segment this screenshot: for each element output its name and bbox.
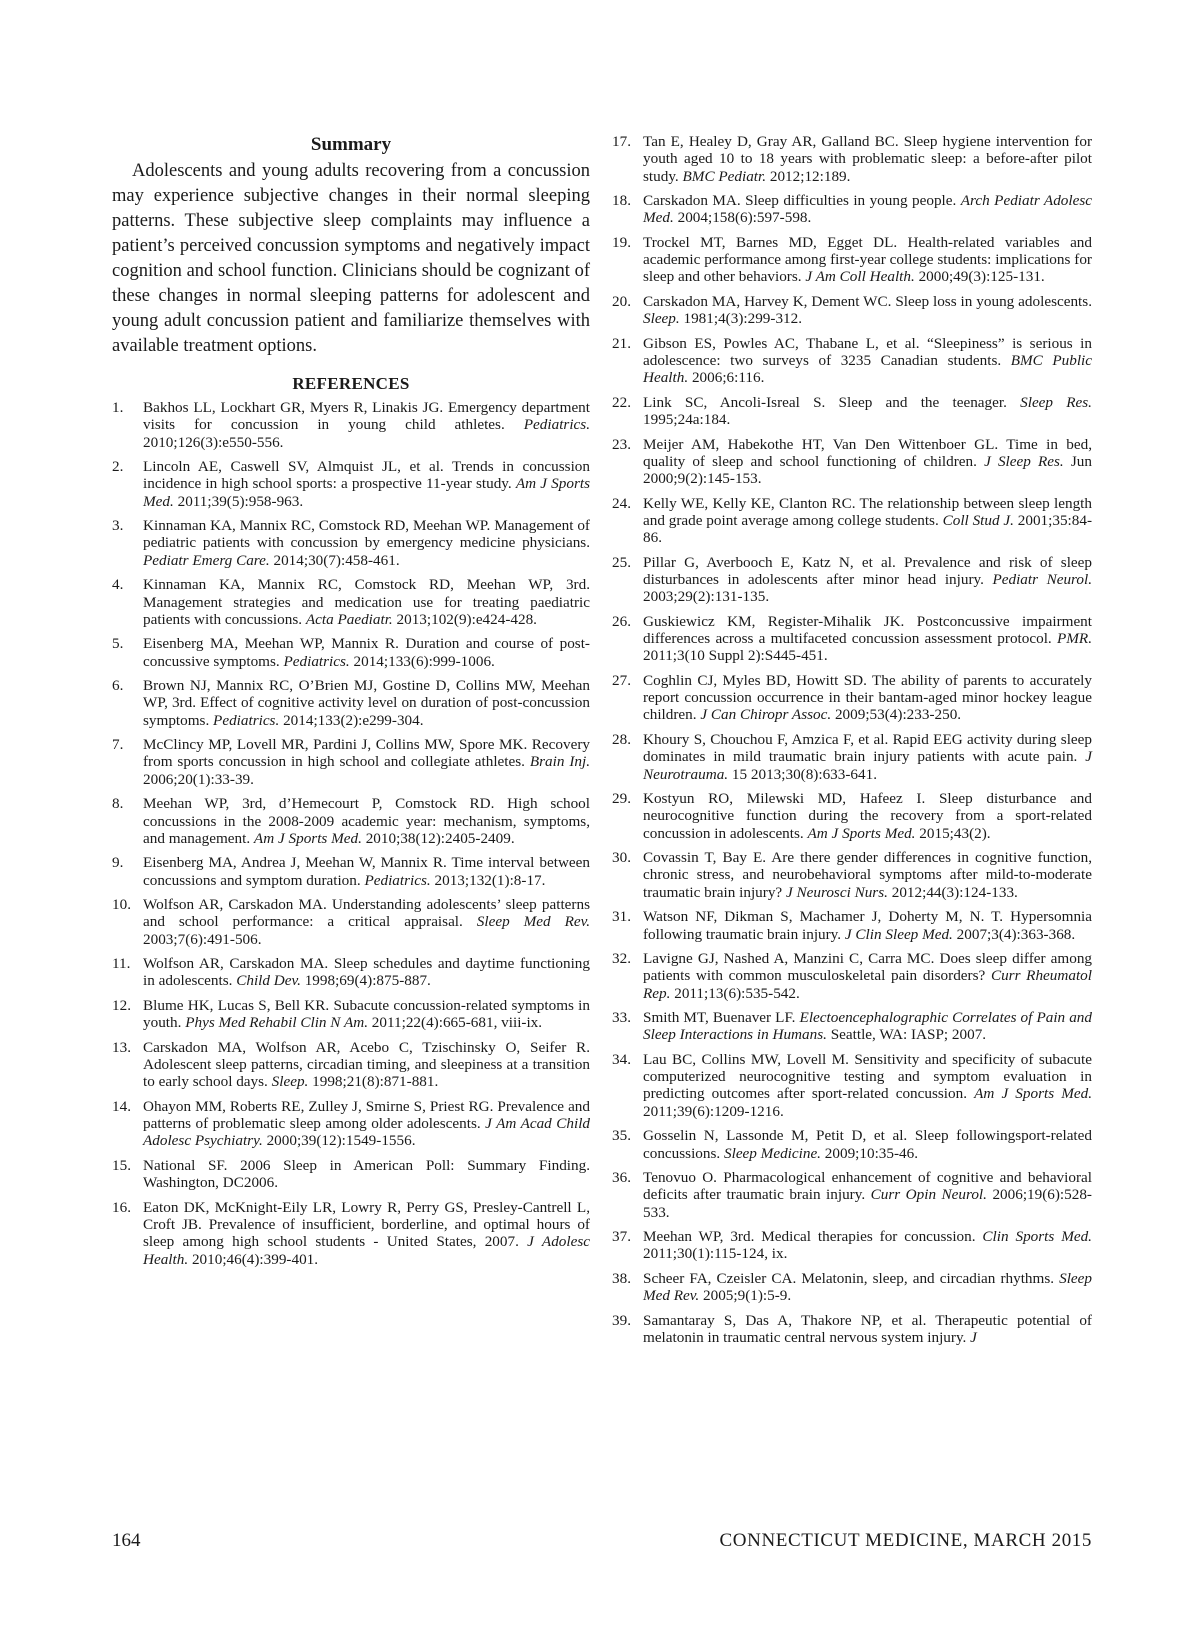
- reference-item: [612, 495, 1092, 547]
- reference-text: Meehan WP, 3rd, d’Hemecourt P, Comstock RD. High school concussions in the 2008-2009 academic year: mechanism, symptoms, and management.: [143, 795, 590, 847]
- reference-item: [612, 1270, 1092, 1305]
- reference-journal: Am J Sports Med.: [807, 824, 916, 842]
- reference-text: Meijer AM, Habekothe HT, Van Den Wittenboer GL. Time in bed, quality of sleep and school functioning of children.: [643, 435, 1092, 470]
- reference-citation: 2004;158(6):597-598.: [673, 209, 812, 227]
- reference-citation: 2006;19(6):528-533.: [643, 1186, 1092, 1221]
- reference-item: [612, 192, 1092, 227]
- reference-text: Samantaray S, Das A, Thakore NP, et al. Therapeutic potential of melatonin in traumatic central nervous system injury.: [643, 1311, 1092, 1346]
- reference-text: Eisenberg MA, Andrea J, Meehan W, Mannix R. Time interval between concussions and symptom duration.: [143, 854, 590, 889]
- reference-item: [112, 795, 590, 847]
- reference-citation: 1995;24a:184.: [643, 411, 731, 429]
- reference-number: 8.: [112, 795, 124, 813]
- reference-item: [112, 896, 590, 948]
- reference-text: National SF. 2006 Sleep in American Poll: Summary Finding. Washington, DC2006.: [143, 1156, 590, 1192]
- reference-text: Blume HK, Lucas S, Bell KR. Subacute concussion-related symptoms in youth.: [143, 996, 590, 1032]
- reference-number: 20.: [612, 292, 631, 310]
- reference-number: 13.: [112, 1038, 131, 1056]
- reference-citation: 2012;44(3):124-133.: [887, 883, 1018, 901]
- reference-item: [112, 854, 590, 889]
- reference-number: 26.: [612, 612, 631, 630]
- reference-text: Tenovuo O. Pharmacological enhancement of cognitive and behavioral deficits after traumatic brain injury.: [643, 1169, 1092, 1204]
- reference-citation: 2013;102(9):e424-428.: [392, 610, 537, 628]
- references-heading: REFERENCES: [292, 374, 410, 393]
- reference-journal: J Adolesc Health.: [143, 1233, 590, 1268]
- reference-citation: 2007;3(4):363-368.: [952, 925, 1076, 943]
- reference-list-right: [612, 133, 1092, 1346]
- reference-number: 30.: [612, 849, 631, 867]
- reference-number: 38.: [612, 1269, 631, 1287]
- reference-number: 14.: [112, 1097, 131, 1115]
- reference-text: Eaton DK, McKnight-Eily LR, Lowry R, Perry GS, Presley-Cantrell L, Croft JB. Prevalence of insufficient, borderline, and optimal hours of sleep among high school students - United States, 2007.: [143, 1198, 590, 1251]
- reference-item: [612, 335, 1092, 387]
- reference-journal: J Am Coll Health.: [805, 268, 915, 286]
- reference-text: Wolfson AR, Carskadon MA. Understanding adolescents’ sleep patterns and school performance: a critical appraisal.: [143, 896, 590, 931]
- reference-number: 31.: [612, 908, 631, 926]
- reference-citation: 2013;132(1):8-17.: [430, 871, 546, 889]
- reference-item: [612, 731, 1092, 783]
- reference-item: [112, 677, 590, 729]
- reference-number: 37.: [612, 1228, 631, 1246]
- summary-paragraph: Adolescents and young adults recovering from a concussion may experience subjective changes in their normal sleeping patterns. These subjective sleep complaints may influence a patient’s perceived concussion symptoms and negatively impact cognition and school function. Clinicians should be cognizant of these changes in normal sleeping patterns for adolescent and young adult concussion patient and familiarize themselves with available treatment options.: [112, 161, 590, 356]
- reference-citation: 2015;43(2).: [915, 824, 991, 842]
- reference-item: [612, 436, 1092, 488]
- reference-journal: Electoencephalographic Correlates of Pain and Sleep Interactions in Humans.: [643, 1009, 1092, 1044]
- reference-item: [612, 613, 1092, 665]
- reference-item: [112, 635, 590, 670]
- reference-item: [112, 399, 590, 451]
- reference-number: 27.: [612, 671, 631, 689]
- reference-citation: 2003;7(6):491-506.: [143, 930, 262, 948]
- reference-citation: 2009;10:35-46.: [820, 1144, 919, 1162]
- reference-citation: 15 2013;30(8):633-641.: [728, 765, 878, 783]
- reference-journal: Clin Sports Med.: [982, 1228, 1092, 1246]
- reference-citation: 1998;69(4):875-887.: [300, 972, 431, 990]
- reference-text: Gosselin N, Lassonde M, Petit D, et al. Sleep followingsport-related concussions.: [643, 1127, 1092, 1162]
- reference-text: Ohayon MM, Roberts RE, Zulley J, Smirne S, Priest RG. Prevalence and patterns of problematic sleep among older adolescents.: [143, 1097, 590, 1133]
- reference-item: [612, 672, 1092, 724]
- reference-text: Watson NF, Dikman S, Machamer J, Doherty M, N. T. Hypersomnia following traumatic brain injury.: [643, 908, 1092, 943]
- reference-number: 22.: [612, 393, 631, 411]
- left-column: [112, 133, 590, 1275]
- reference-number: 29.: [612, 790, 631, 808]
- reference-number: 17.: [612, 133, 631, 150]
- reference-text: Link SC, Ancoli-Isreal S. Sleep and the teenager.: [643, 393, 1021, 411]
- reference-text: Wolfson AR, Carskadon MA. Sleep schedules and daytime functioning in adolescents.: [143, 955, 590, 990]
- reference-item: [612, 1312, 1092, 1347]
- reference-journal: J Neurosci Nurs.: [785, 883, 888, 901]
- reference-journal: J Am Acad Child Adolesc Psychiatry.: [143, 1115, 591, 1150]
- reference-journal: Am J Sports Med.: [253, 829, 362, 847]
- reference-text: Smith MT, Buenaver LF.: [643, 1009, 800, 1027]
- reference-journal: J: [970, 1328, 977, 1346]
- reference-journal: Curr Opin Neurol.: [870, 1186, 987, 1204]
- reference-journal: J Sleep Res.: [984, 452, 1064, 470]
- reference-number: 23.: [612, 435, 631, 453]
- reference-citation: 1981;4(3):299-312.: [679, 310, 803, 328]
- reference-journal: Sleep Med Rev.: [476, 913, 590, 931]
- reference-text: Gibson ES, Powles AC, Thabane L, et al. “Sleepiness” is serious in adolescence: two surveys of 3235 Canadian students.: [643, 334, 1092, 370]
- reference-item: [112, 1098, 590, 1150]
- reference-item: [112, 736, 590, 788]
- reference-text: Tan E, Healey D, Gray AR, Galland BC. Sleep hygiene intervention for youth aged 10 to 18 years with problematic sleep: a before-after pilot study.: [643, 133, 1092, 185]
- reference-journal: Acta Paediatr.: [305, 610, 393, 628]
- reference-citation: 2010;38(12):2405-2409.: [361, 829, 515, 847]
- reference-number: 18.: [612, 192, 631, 210]
- reference-citation: 2011;13(6):535-542.: [670, 984, 800, 1002]
- reference-citation: 1998;21(8):871-881.: [308, 1073, 439, 1091]
- reference-item: [612, 1127, 1092, 1162]
- reference-citation: 2011;39(6):1209-1216.: [643, 1102, 784, 1120]
- reference-item: [612, 234, 1092, 286]
- reference-text: Carskadon MA, Wolfson AR, Acebo C, Tzischinsky O, Seifer R. Adolescent sleep patterns, circadian timing, and sleepiness at a transition to early school days.: [143, 1038, 590, 1091]
- reference-number: 34.: [612, 1050, 631, 1068]
- reference-number: 4.: [112, 576, 124, 594]
- reference-text: Pillar G, Averbooch E, Katz N, et al. Prevalence and risk of sleep disturbances in adolescents after minor head injury.: [643, 553, 1092, 589]
- reference-number: 36.: [612, 1169, 631, 1186]
- reference-item: [112, 458, 590, 510]
- reference-text: Meehan WP, 3rd. Medical therapies for concussion.: [643, 1228, 983, 1246]
- reference-journal: Am J Sports Med.: [974, 1085, 1092, 1103]
- journal-issue-footer: CONNECTICUT MEDICINE, MARCH 2015: [719, 1530, 1092, 1551]
- reference-item: [612, 293, 1092, 328]
- reference-number: 19.: [612, 233, 631, 251]
- reference-item: [612, 394, 1092, 429]
- reference-number: 5.: [112, 635, 124, 653]
- reference-journal: Phys Med Rehabil Clin N Am.: [185, 1014, 368, 1032]
- reference-citation: 2006;20(1):33-39.: [143, 770, 254, 788]
- reference-text: Lavigne GJ, Nashed A, Manzini C, Carra MC. Does sleep differ among patients with common musculoskeletal pain disorders?: [643, 949, 1092, 985]
- reference-item: [112, 955, 590, 990]
- reference-text: Brown NJ, Mannix RC, O’Brien MJ, Gostine D, Collins MW, Meehan WP, 3rd. Effect of cognitive activity level on duration of post-concussion symptoms.: [143, 677, 590, 729]
- reference-item: [612, 1009, 1092, 1044]
- reference-number: 24.: [612, 494, 631, 512]
- reference-number: 33.: [612, 1009, 631, 1027]
- reference-text: Kinnaman KA, Mannix RC, Comstock RD, Meehan WP, 3rd. Management strategies and medication use for treating paediatric patients with concussions.: [143, 576, 590, 628]
- reference-item: [112, 1157, 590, 1192]
- reference-text: Kinnaman KA, Mannix RC, Comstock RD, Meehan WP. Management of pediatric patients with concussion by emergency medicine physicians.: [143, 517, 590, 552]
- reference-number: 2.: [112, 458, 124, 476]
- reference-number: 39.: [612, 1311, 631, 1329]
- reference-journal: BMC Pediatr.: [682, 167, 767, 185]
- reference-journal: Brain Inj.: [529, 753, 591, 771]
- reference-text: Carskadon MA, Harvey K, Dement WC. Sleep loss in young adolescents.: [643, 292, 1092, 310]
- reference-number: 11.: [112, 955, 131, 973]
- reference-number: 28.: [612, 730, 631, 748]
- reference-item: [612, 1228, 1092, 1263]
- reference-text: Carskadon MA. Sleep difficulties in young people.: [643, 192, 961, 210]
- reference-journal: Pediatrics.: [283, 652, 350, 670]
- reference-item: [612, 554, 1092, 606]
- right-column: [612, 133, 1092, 1353]
- reference-item: [612, 950, 1092, 1002]
- reference-item: [612, 849, 1092, 901]
- reference-journal: Sleep Res.: [1020, 393, 1092, 411]
- reference-journal: J Clin Sleep Med.: [844, 925, 953, 943]
- reference-citation: 2010;46(4):399-401.: [188, 1250, 319, 1268]
- reference-text: Bakhos LL, Lockhart GR, Myers R, Linakis JG. Emergency department visits for concussion in young child athletes.: [143, 399, 590, 434]
- reference-journal: BMC Public Health.: [643, 352, 1093, 387]
- reference-citation: 2003;29(2):131-135.: [643, 588, 770, 606]
- reference-citation: 2011;22(4):665-681, viii-ix.: [368, 1014, 543, 1032]
- reference-citation: 2011;39(5):958-963.: [173, 492, 304, 510]
- reference-text: Scheer FA, Czeisler CA. Melatonin, sleep, and circadian rhythms.: [643, 1269, 1060, 1287]
- reference-number: 10.: [112, 896, 131, 914]
- reference-journal: Curr Rheumatol Rep.: [643, 967, 1092, 1002]
- reference-number: 21.: [612, 334, 631, 352]
- reference-number: 35.: [612, 1127, 631, 1145]
- reference-citation: 2014;30(7):458-461.: [269, 551, 400, 569]
- reference-citation: 2010;126(3):e550-556.: [143, 433, 284, 451]
- reference-journal: PMR.: [1056, 630, 1092, 648]
- summary-heading: Summary: [310, 134, 392, 155]
- reference-journal: Sleep.: [271, 1073, 309, 1091]
- reference-journal: Sleep Med Rev.: [643, 1269, 1092, 1305]
- reference-item: [612, 790, 1092, 842]
- reference-text: Kostyun RO, Milewski MD, Hafeez I. Sleep disturbance and neurocognitive function during the recovery from a sport-related concussion in adolescents.: [643, 790, 1092, 842]
- reference-item: [612, 908, 1092, 943]
- reference-item: [112, 576, 590, 628]
- reference-text: Lau BC, Collins MW, Lovell M. Sensitivity and specificity of subacute computerized neurocognitive testing and symptom evaluation in predicting outcomes after sport-related concussion.: [643, 1050, 1092, 1103]
- reference-citation: 2009;53(4):233-250.: [831, 706, 962, 724]
- reference-text: Covassin T, Bay E. Are there gender differences in cognitive function, chronic stress, and neurobehavioral symptoms after mild-to-moderate traumatic brain injury?: [643, 849, 1092, 901]
- reference-journal: Pediatr Emerg Care.: [143, 551, 270, 569]
- reference-text: Khoury S, Chouchou F, Amzica F, et al. Rapid EEG activity during sleep dominates in mild traumatic brain injury patients with acute pain.: [643, 730, 1092, 766]
- reference-citation: 2011;3(10 Suppl 2):S445-451.: [643, 647, 828, 665]
- reference-item: [612, 1169, 1092, 1221]
- reference-number: 9.: [112, 854, 124, 872]
- reference-journal: Child Dev.: [236, 972, 301, 990]
- reference-journal: Sleep.: [643, 310, 680, 328]
- reference-item: [612, 1051, 1092, 1120]
- reference-citation: Jun 2000;9(2):145-153.: [643, 452, 1092, 488]
- reference-text: Trockel MT, Barnes MD, Egget DL. Health-related variables and academic performance among first-year college students: implications for sleep and other behaviors.: [643, 233, 1092, 286]
- reference-journal: Coll Stud J.: [942, 511, 1014, 529]
- reference-citation: 2014;133(2):e299-304.: [279, 711, 424, 729]
- reference-number: 6.: [112, 677, 124, 695]
- reference-text: Eisenberg MA, Meehan WP, Mannix R. Duration and course of post-concussive symptoms.: [143, 635, 590, 670]
- reference-text: Coghlin CJ, Myles BD, Howitt SD. The ability of parents to accurately report concussion occurrence in their bantam-aged minor hockey league children.: [643, 671, 1092, 724]
- reference-number: 16.: [112, 1198, 131, 1216]
- reference-number: 12.: [112, 996, 131, 1014]
- reference-citation: 2006;6:116.: [688, 369, 765, 387]
- reference-item: [612, 133, 1092, 185]
- reference-item: [112, 1199, 590, 1268]
- reference-text: Kelly WE, Kelly KE, Clanton RC. The relationship between sleep length and grade point average among college students.: [643, 494, 1092, 529]
- reference-citation: 2005;9(1):5-9.: [699, 1287, 792, 1305]
- reference-journal: Am J Sports Med.: [143, 475, 591, 510]
- reference-citation: 2001;35:84-86.: [643, 511, 1093, 547]
- reference-number: 1.: [112, 399, 124, 416]
- reference-journal: Pediatrics.: [523, 416, 590, 434]
- reference-text: Guskiewicz KM, Register-Mihalik JK. Postconcussive impairment differences across a multifaceted concussion assessment protocol.: [643, 612, 1092, 648]
- reference-citation: 2014;133(6):999-1006.: [349, 652, 495, 670]
- reference-journal: J Neurotrauma.: [643, 748, 1092, 783]
- reference-journal: Sleep Medicine.: [724, 1144, 821, 1162]
- reference-journal: Pediatr Neurol.: [992, 571, 1092, 589]
- reference-list-left: [112, 399, 590, 1268]
- reference-text: McClincy MP, Lovell MR, Pardini J, Collins MW, Spore MK. Recovery from sports concussion in high school and collegiate athletes.: [143, 736, 590, 771]
- reference-text: Lincoln AE, Caswell SV, Almquist JL, et al. Trends in concussion incidence in high school sports: a prospective 11-year study.: [143, 458, 590, 493]
- reference-citation: 2000;39(12):1549-1556.: [262, 1132, 416, 1150]
- page-number: 164: [112, 1530, 141, 1551]
- reference-citation: Seattle, WA: IASP; 2007.: [826, 1026, 987, 1044]
- reference-number: 25.: [612, 553, 631, 571]
- reference-number: 15.: [112, 1156, 131, 1174]
- reference-citation: 2000;49(3):125-131.: [914, 268, 1045, 286]
- reference-number: 7.: [112, 736, 124, 754]
- reference-journal: J Can Chiropr Assoc.: [700, 706, 832, 724]
- reference-number: 3.: [112, 517, 124, 535]
- reference-number: 32.: [612, 949, 631, 967]
- reference-item: [112, 997, 590, 1032]
- reference-journal: Pediatrics.: [213, 711, 280, 729]
- reference-journal: Arch Pediatr Adolesc Med.: [643, 192, 1092, 227]
- reference-citation: 2011;30(1):115-124, ix.: [643, 1245, 788, 1263]
- reference-item: [112, 517, 590, 569]
- reference-journal: Pediatrics.: [364, 871, 431, 889]
- reference-item: [112, 1039, 590, 1091]
- reference-citation: 2012;12:189.: [766, 167, 851, 185]
